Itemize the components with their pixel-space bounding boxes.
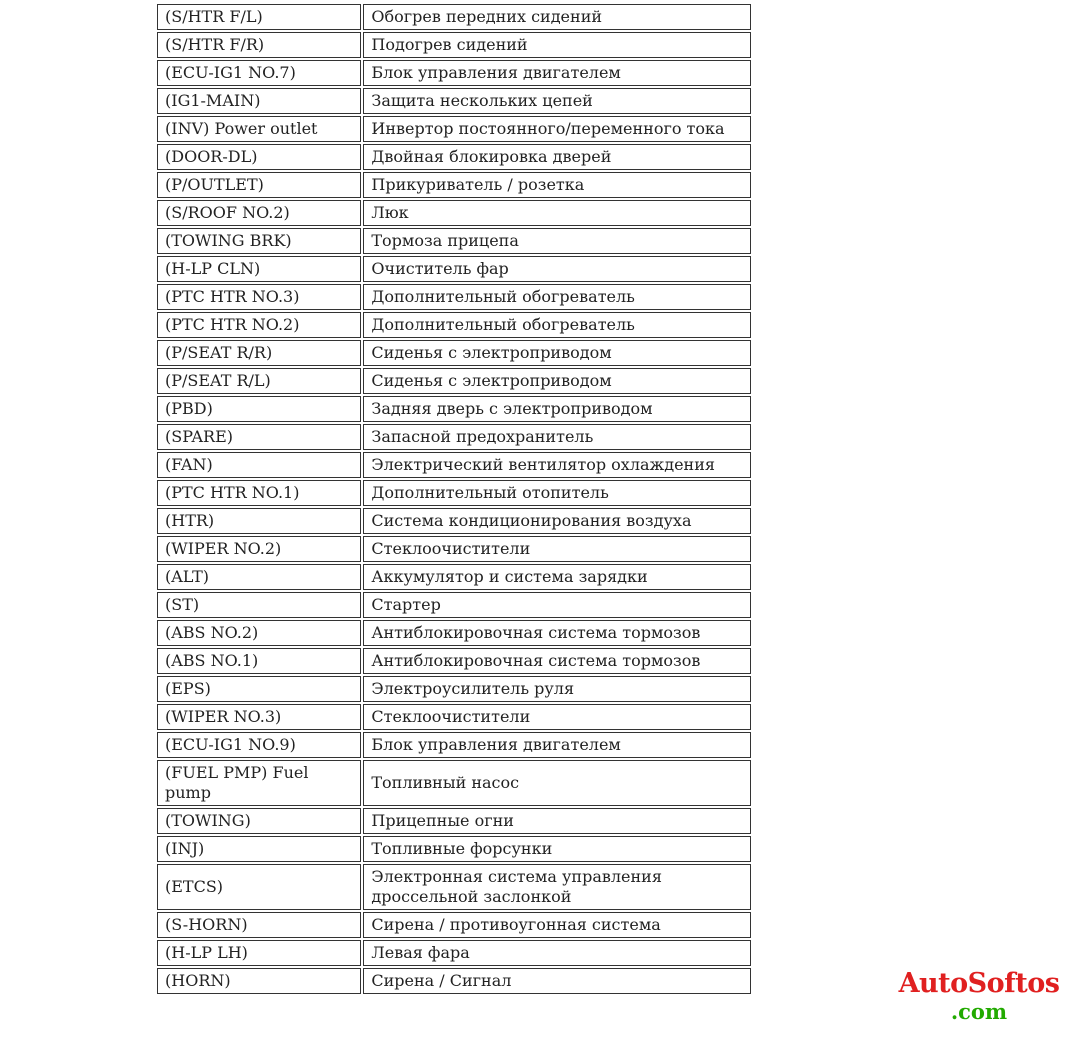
table-row (157, 732, 751, 758)
fuse-description-cell: Защита нескольких цепей (363, 88, 751, 114)
fuse-description-cell: Тормоза прицепа (363, 228, 751, 254)
table-row (157, 32, 751, 58)
table-row (157, 704, 751, 730)
table-row (157, 912, 751, 938)
fuse-code-cell: (PBD) (157, 396, 361, 422)
fuse-code-cell: (FAN) (157, 452, 361, 478)
fuse-code-cell: (H-LP LH) (157, 940, 361, 966)
fuse-description-cell: Сиденья с электроприводом (363, 368, 751, 394)
fuse-description-cell: Дополнительный обогреватель (363, 312, 751, 338)
fuse-code-cell: (ST) (157, 592, 361, 618)
table-row (157, 676, 751, 702)
fuse-code-cell: (ABS NO.1) (157, 648, 361, 674)
fuse-code-cell: (ETCS) (157, 864, 361, 910)
fuse-code-cell: (HTR) (157, 508, 361, 534)
fuse-code-cell: (HORN) (157, 968, 361, 994)
table-row (157, 836, 751, 862)
fuse-code-cell: (INV) Power outlet (157, 116, 361, 142)
table-row (157, 60, 751, 86)
table-row (157, 452, 751, 478)
table-row (157, 940, 751, 966)
table-row (157, 144, 751, 170)
fuse-description-cell: Электрический вентилятор охлаждения (363, 452, 751, 478)
table-row (157, 312, 751, 338)
fuse-description-cell: Дополнительный обогреватель (363, 284, 751, 310)
fuse-code-cell: (ABS NO.2) (157, 620, 361, 646)
fuse-code-cell: (TOWING) (157, 808, 361, 834)
fuse-code-cell: (P/SEAT R/R) (157, 340, 361, 366)
fuse-description-cell: Двойная блокировка дверей (363, 144, 751, 170)
table-row (157, 424, 751, 450)
fuse-table (155, 2, 753, 996)
fuse-code-cell: (SPARE) (157, 424, 361, 450)
watermark-domain-text: .com (950, 999, 1008, 1024)
table-row (157, 480, 751, 506)
fuse-code-cell: (TOWING BRK) (157, 228, 361, 254)
fuse-code-cell: (ECU-IG1 NO.9) (157, 732, 361, 758)
table-row (157, 620, 751, 646)
table-row (157, 592, 751, 618)
table-row (157, 284, 751, 310)
fuse-code-cell: (WIPER NO.2) (157, 536, 361, 562)
fuse-description-cell: Антиблокировочная система тормозов (363, 620, 751, 646)
table-row (157, 808, 751, 834)
fuse-description-cell: Люк (363, 200, 751, 226)
table-row (157, 4, 751, 30)
fuse-description-cell: Антиблокировочная система тормозов (363, 648, 751, 674)
fuse-code-cell: (WIPER NO.3) (157, 704, 361, 730)
fuse-description-cell: Задняя дверь с электроприводом (363, 396, 751, 422)
fuse-description-cell: Инвертор постоянного/переменного тока (363, 116, 751, 142)
fuse-code-cell: (EPS) (157, 676, 361, 702)
fuse-description-cell: Электронная система управления дроссельной заслонкой (363, 864, 751, 910)
table-row (157, 228, 751, 254)
fuse-description-cell: Сиденья с электроприводом (363, 340, 751, 366)
fuse-code-cell: (S/ROOF NO.2) (157, 200, 361, 226)
fuse-code-cell: (FUEL PMP) Fuel pump (157, 760, 361, 806)
fuse-code-cell: (DOOR-DL) (157, 144, 361, 170)
table-row (157, 396, 751, 422)
fuse-description-cell: Стеклоочистители (363, 536, 751, 562)
fuse-code-cell: (PTC HTR NO.3) (157, 284, 361, 310)
fuse-description-cell: Обогрев передних сидений (363, 4, 751, 30)
fuse-description-cell: Очиститель фар (363, 256, 751, 282)
watermark-main-text: AutoSoftos (898, 968, 1060, 999)
table-row (157, 760, 751, 806)
fuse-description-cell: Стеклоочистители (363, 704, 751, 730)
table-row (157, 368, 751, 394)
table-row (157, 536, 751, 562)
table-row (157, 256, 751, 282)
fuse-code-cell: (H-LP CLN) (157, 256, 361, 282)
table-row (157, 968, 751, 994)
fuse-description-cell: Топливный насос (363, 760, 751, 806)
fuse-code-cell: (P/SEAT R/L) (157, 368, 361, 394)
fuse-code-cell: (P/OUTLET) (157, 172, 361, 198)
table-row (157, 116, 751, 142)
fuse-table-body (157, 4, 751, 994)
table-row (157, 864, 751, 910)
fuse-description-cell: Аккумулятор и система зарядки (363, 564, 751, 590)
fuse-description-cell: Дополнительный отопитель (363, 480, 751, 506)
table-row (157, 88, 751, 114)
table-row (157, 340, 751, 366)
fuse-description-cell: Запасной предохранитель (363, 424, 751, 450)
fuse-code-cell: (S-HORN) (157, 912, 361, 938)
watermark-logo (884, 970, 1074, 1022)
table-row (157, 508, 751, 534)
fuse-description-cell: Блок управления двигателем (363, 732, 751, 758)
fuse-description-cell: Сирена / Сигнал (363, 968, 751, 994)
fuse-code-cell: (S/HTR F/L) (157, 4, 361, 30)
fuse-description-cell: Электроусилитель руля (363, 676, 751, 702)
fuse-description-cell: Система кондиционирования воздуха (363, 508, 751, 534)
table-row (157, 564, 751, 590)
fuse-code-cell: (PTC HTR NO.2) (157, 312, 361, 338)
fuse-code-cell: (ALT) (157, 564, 361, 590)
fuse-description-cell: Сирена / противоугонная система (363, 912, 751, 938)
fuse-description-cell: Блок управления двигателем (363, 60, 751, 86)
table-row (157, 200, 751, 226)
fuse-description-cell: Подогрев сидений (363, 32, 751, 58)
fuse-description-cell: Левая фара (363, 940, 751, 966)
fuse-description-cell: Прицепные огни (363, 808, 751, 834)
fuse-description-cell: Прикуриватель / розетка (363, 172, 751, 198)
fuse-code-cell: (ECU-IG1 NO.7) (157, 60, 361, 86)
fuse-code-cell: (PTC HTR NO.1) (157, 480, 361, 506)
table-row (157, 648, 751, 674)
fuse-code-cell: (INJ) (157, 836, 361, 862)
table-row (157, 172, 751, 198)
fuse-code-cell: (S/HTR F/R) (157, 32, 361, 58)
fuse-description-cell: Стартер (363, 592, 751, 618)
fuse-code-cell: (IG1-MAIN) (157, 88, 361, 114)
fuse-description-cell: Топливные форсунки (363, 836, 751, 862)
